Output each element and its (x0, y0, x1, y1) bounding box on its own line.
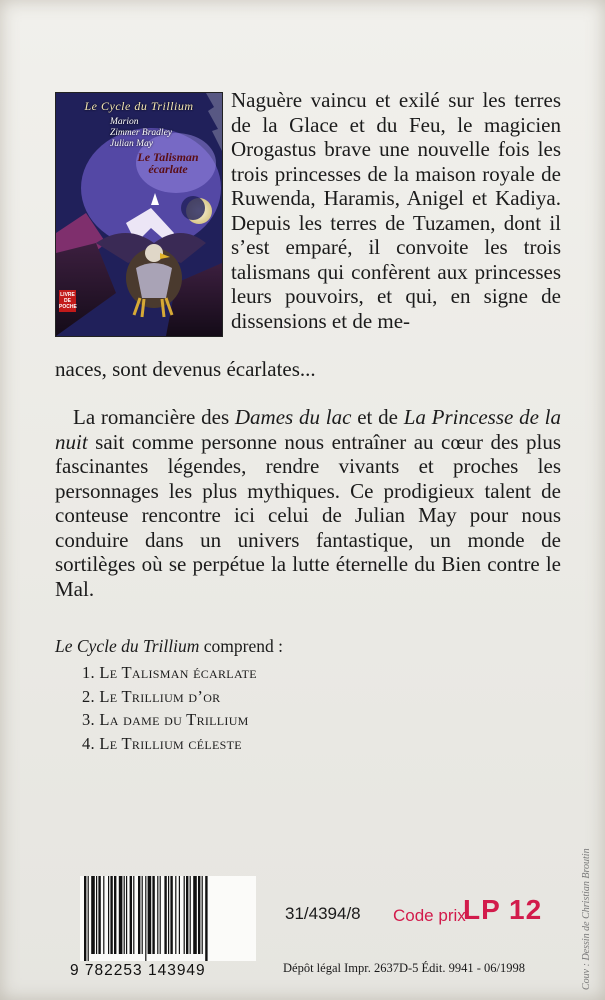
series-intro (55, 636, 283, 657)
list-item: 3. La dame du Trillium (82, 710, 249, 729)
blurb-paragraph-2 (55, 405, 561, 601)
blurb-text: et de (351, 405, 404, 429)
barcode-bar (152, 876, 154, 954)
barcode-bar (91, 876, 95, 954)
barcode-bar (190, 876, 191, 954)
cover-thumbnail (55, 92, 223, 337)
barcode-bar (193, 876, 197, 954)
barcode-bar (184, 876, 185, 954)
reference-number: 31/4394/8 (285, 904, 361, 923)
barcode-bar (145, 876, 146, 961)
barcode-bar (103, 876, 104, 954)
thumbnail-book-title (128, 151, 208, 175)
barcode-bar (175, 876, 176, 954)
isbn-digits: 9 782253 143949 (70, 962, 206, 979)
barcode-bar (138, 876, 140, 954)
thumbnail-title-line: écarlate (148, 162, 188, 176)
barcode-bar (170, 876, 172, 954)
barcode-bar (126, 876, 127, 954)
book-title-dames-du-lac: Dames du lac (234, 405, 352, 429)
barcode-bar (168, 876, 169, 954)
barcode-bars (80, 876, 256, 961)
series-name: Le Cycle du Trillium (55, 636, 200, 656)
barcode-bar (133, 876, 134, 954)
barcode-bar (114, 876, 116, 954)
series-intro-suffix: comprend : (199, 636, 283, 656)
publisher-logo: LIVRE DE POCHE (59, 292, 77, 310)
barcode-bar (142, 876, 143, 954)
series-list (82, 661, 257, 755)
price-code-label: Code prix (393, 906, 466, 925)
blurb-paragraph-1-end: naces, sont devenus écarlates... (55, 357, 316, 381)
blurb-text: sait comme personne nous entraîner au cœur des plus fascinantes légendes, rendre vivants et proches les personnages les plus mythiques. Ce prodigieux talent de conteuse rencontre ici celui de Julian May pour nous conduire dans un univers fantastique, un monde de sortilèges où se perpétue la lutte éternelle du Bien contre le Mal. (55, 429, 561, 601)
legal-deposit: Dépôt légal Impr. 2637D-5 Édit. 9941 - 06/1998 (283, 961, 525, 975)
list-item: 4. Le Trillium céleste (82, 733, 242, 753)
barcode-bar (98, 876, 100, 954)
thumbnail-title-line: Le Talisman (137, 150, 199, 164)
barcode-bar (119, 876, 123, 954)
barcode-bar (96, 876, 97, 954)
barcode-bar (160, 876, 161, 954)
barcode-bar (186, 876, 188, 954)
barcode-bar (157, 876, 158, 954)
isbn-barcode (80, 876, 256, 961)
barcode-bar (88, 876, 89, 961)
barcode-bar (84, 876, 86, 961)
barcode-bar (110, 876, 112, 954)
price-code-value: LP 12 (463, 894, 543, 925)
barcode-bar (130, 876, 132, 954)
barcode-bar (179, 876, 180, 954)
list-item: 1. Le Talisman écarlate (82, 663, 257, 682)
cover-credit: Couv : Dessin de Christian Broutin (581, 848, 592, 990)
barcode-bar (108, 876, 109, 954)
blurb-paragraph-1: Naguère vaincu et exilé sur les terres de la Glace et du Feu, le magicien Orogastus brave une nouvelle fois les trois princesses de la maison royale de Ruwenda, Haramis, Anigel et Kadiya. Depuis les terres de Tuzamen, dont il s’est emparé, il convoite les trois talismans qui confèrent aux princesses leurs pouvoirs, et qui, en signe de dissensions et de me- (231, 88, 561, 333)
book-title-princesse-de-la-nuit: La Princesse de la nuit (55, 405, 562, 454)
thumbnail-author-line: Marion (110, 117, 139, 127)
barcode-bar (164, 876, 166, 954)
thumbnail-author-line: Zimmer Bradley (110, 128, 173, 138)
barcode-bar (205, 876, 207, 961)
thumbnail-author-line: Julian May (110, 139, 154, 149)
blurb-text: La romancière des (73, 405, 235, 429)
barcode-bar (124, 876, 125, 954)
thumbnail-authors (110, 117, 200, 150)
barcode-bar (148, 876, 152, 954)
barcode-bar (202, 876, 203, 954)
list-item: 2. Le Trillium d’or (82, 686, 221, 706)
thumbnail-series-title: Le Cycle du Trillium (84, 99, 194, 113)
barcode-bar (198, 876, 200, 954)
